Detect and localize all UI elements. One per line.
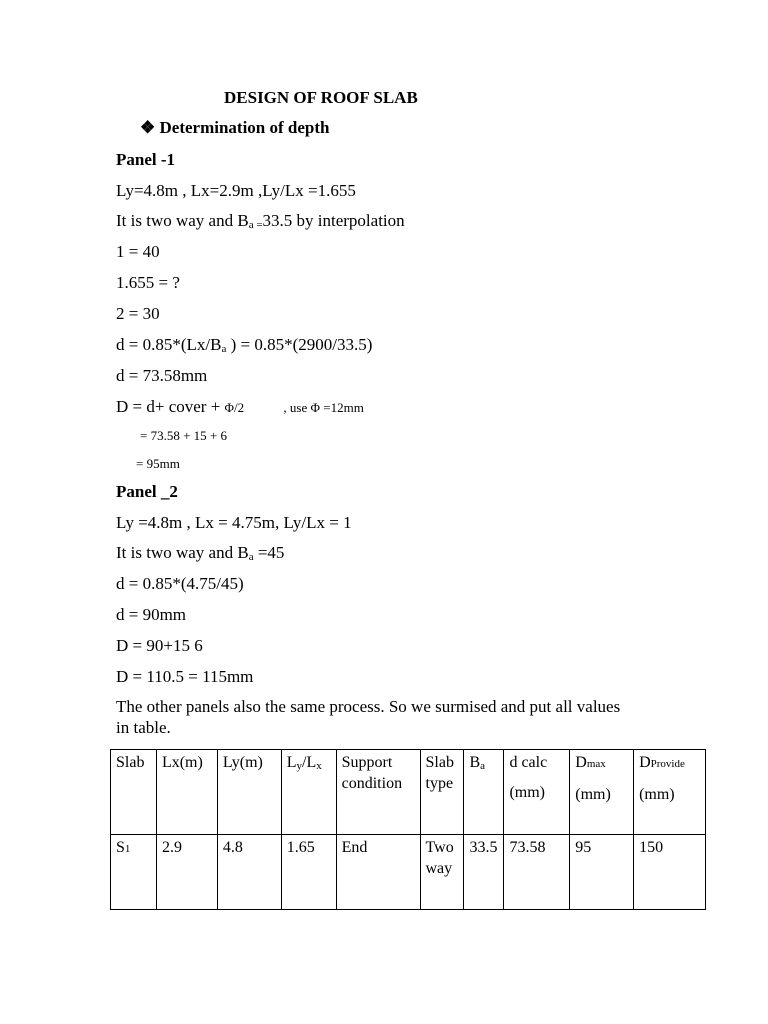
table-header-row [111, 750, 706, 835]
header-slab: Slab [111, 750, 157, 835]
cell-ba: 33.5 [464, 835, 504, 910]
cell-dmax: 95 [570, 835, 634, 910]
table-row [111, 835, 706, 910]
panel2-dims: Ly =4.8m , Lx = 4.75m, Ly/Lx = 1 [116, 513, 352, 532]
header-dcalc: d calc (mm) [504, 750, 570, 835]
cell-lx: 2.9 [156, 835, 217, 910]
panel1-D-formula: D = d+ cover + Φ/2 , use Φ =12mm [116, 397, 364, 416]
page-title: DESIGN OF ROOF SLAB [224, 88, 418, 107]
header-lx: Lx(m) [156, 750, 217, 835]
cell-ratio: 1.65 [281, 835, 336, 910]
panel1-d-result: d = 73.58mm [116, 366, 208, 385]
diamond-bullet-icon: ❖ [140, 118, 156, 137]
panel1-twoway: It is two way and $B_{a =}33.5$ by interpolation [116, 211, 405, 231]
header-dprovide: DProvide (mm) [634, 750, 706, 835]
cell-dcalc: 73.58 [504, 835, 570, 910]
section-heading: ❖ Determination of depth [140, 118, 330, 137]
panel1-heading: Panel -1 [116, 150, 176, 169]
header-ratio: $L_y/L_x$ [281, 750, 336, 835]
panel2-D-result: D = 110.5 = 115mm [116, 667, 254, 686]
panel2-d-result: d = 90mm [116, 605, 187, 624]
cell-ly: 4.8 [217, 835, 281, 910]
panel1-interp-3: 2 = 30 [116, 304, 160, 323]
summary-note-line1: The other panels also the same process. So we surmised and put all values [116, 697, 621, 716]
panel2-d-formula: d = 0.85*(4.75/45) [116, 574, 244, 593]
cell-dprovide: 150 [634, 835, 706, 910]
panel1-interp-2: 1.655 = ? [116, 273, 180, 292]
panel2-D-sum: D = 90+15 6 [116, 636, 203, 655]
summary-note-line2: in table. [116, 718, 171, 737]
slab-summary-table [110, 749, 706, 910]
panel2-heading: Panel _2 [116, 482, 178, 501]
header-ly: Ly(m) [217, 750, 281, 835]
panel1-sum: = 73.58 + 15 + 6 [140, 428, 227, 443]
panel1-d-formula: $d = 0.85*(Lx/B_a$ ) = 0.85*(2900/33.5) [116, 335, 373, 355]
panel1-interp-1: 1 = 40 [116, 242, 160, 261]
header-ba: $B_a$ [464, 750, 504, 835]
cell-slab-type: Two way [420, 835, 464, 910]
panel1-dims: Ly=4.8m , Lx=2.9m ,Ly/Lx =1.655 [116, 181, 356, 200]
cell-slab: S1 [111, 835, 157, 910]
cell-support: End [336, 835, 420, 910]
header-support: Support condition [336, 750, 420, 835]
panel1-result: = 95mm [136, 456, 180, 471]
header-slab-type: Slab type [420, 750, 464, 835]
header-dmax: Dmax (mm) [570, 750, 634, 835]
panel2-twoway: It is two way and $B_a =45$ [116, 543, 285, 563]
